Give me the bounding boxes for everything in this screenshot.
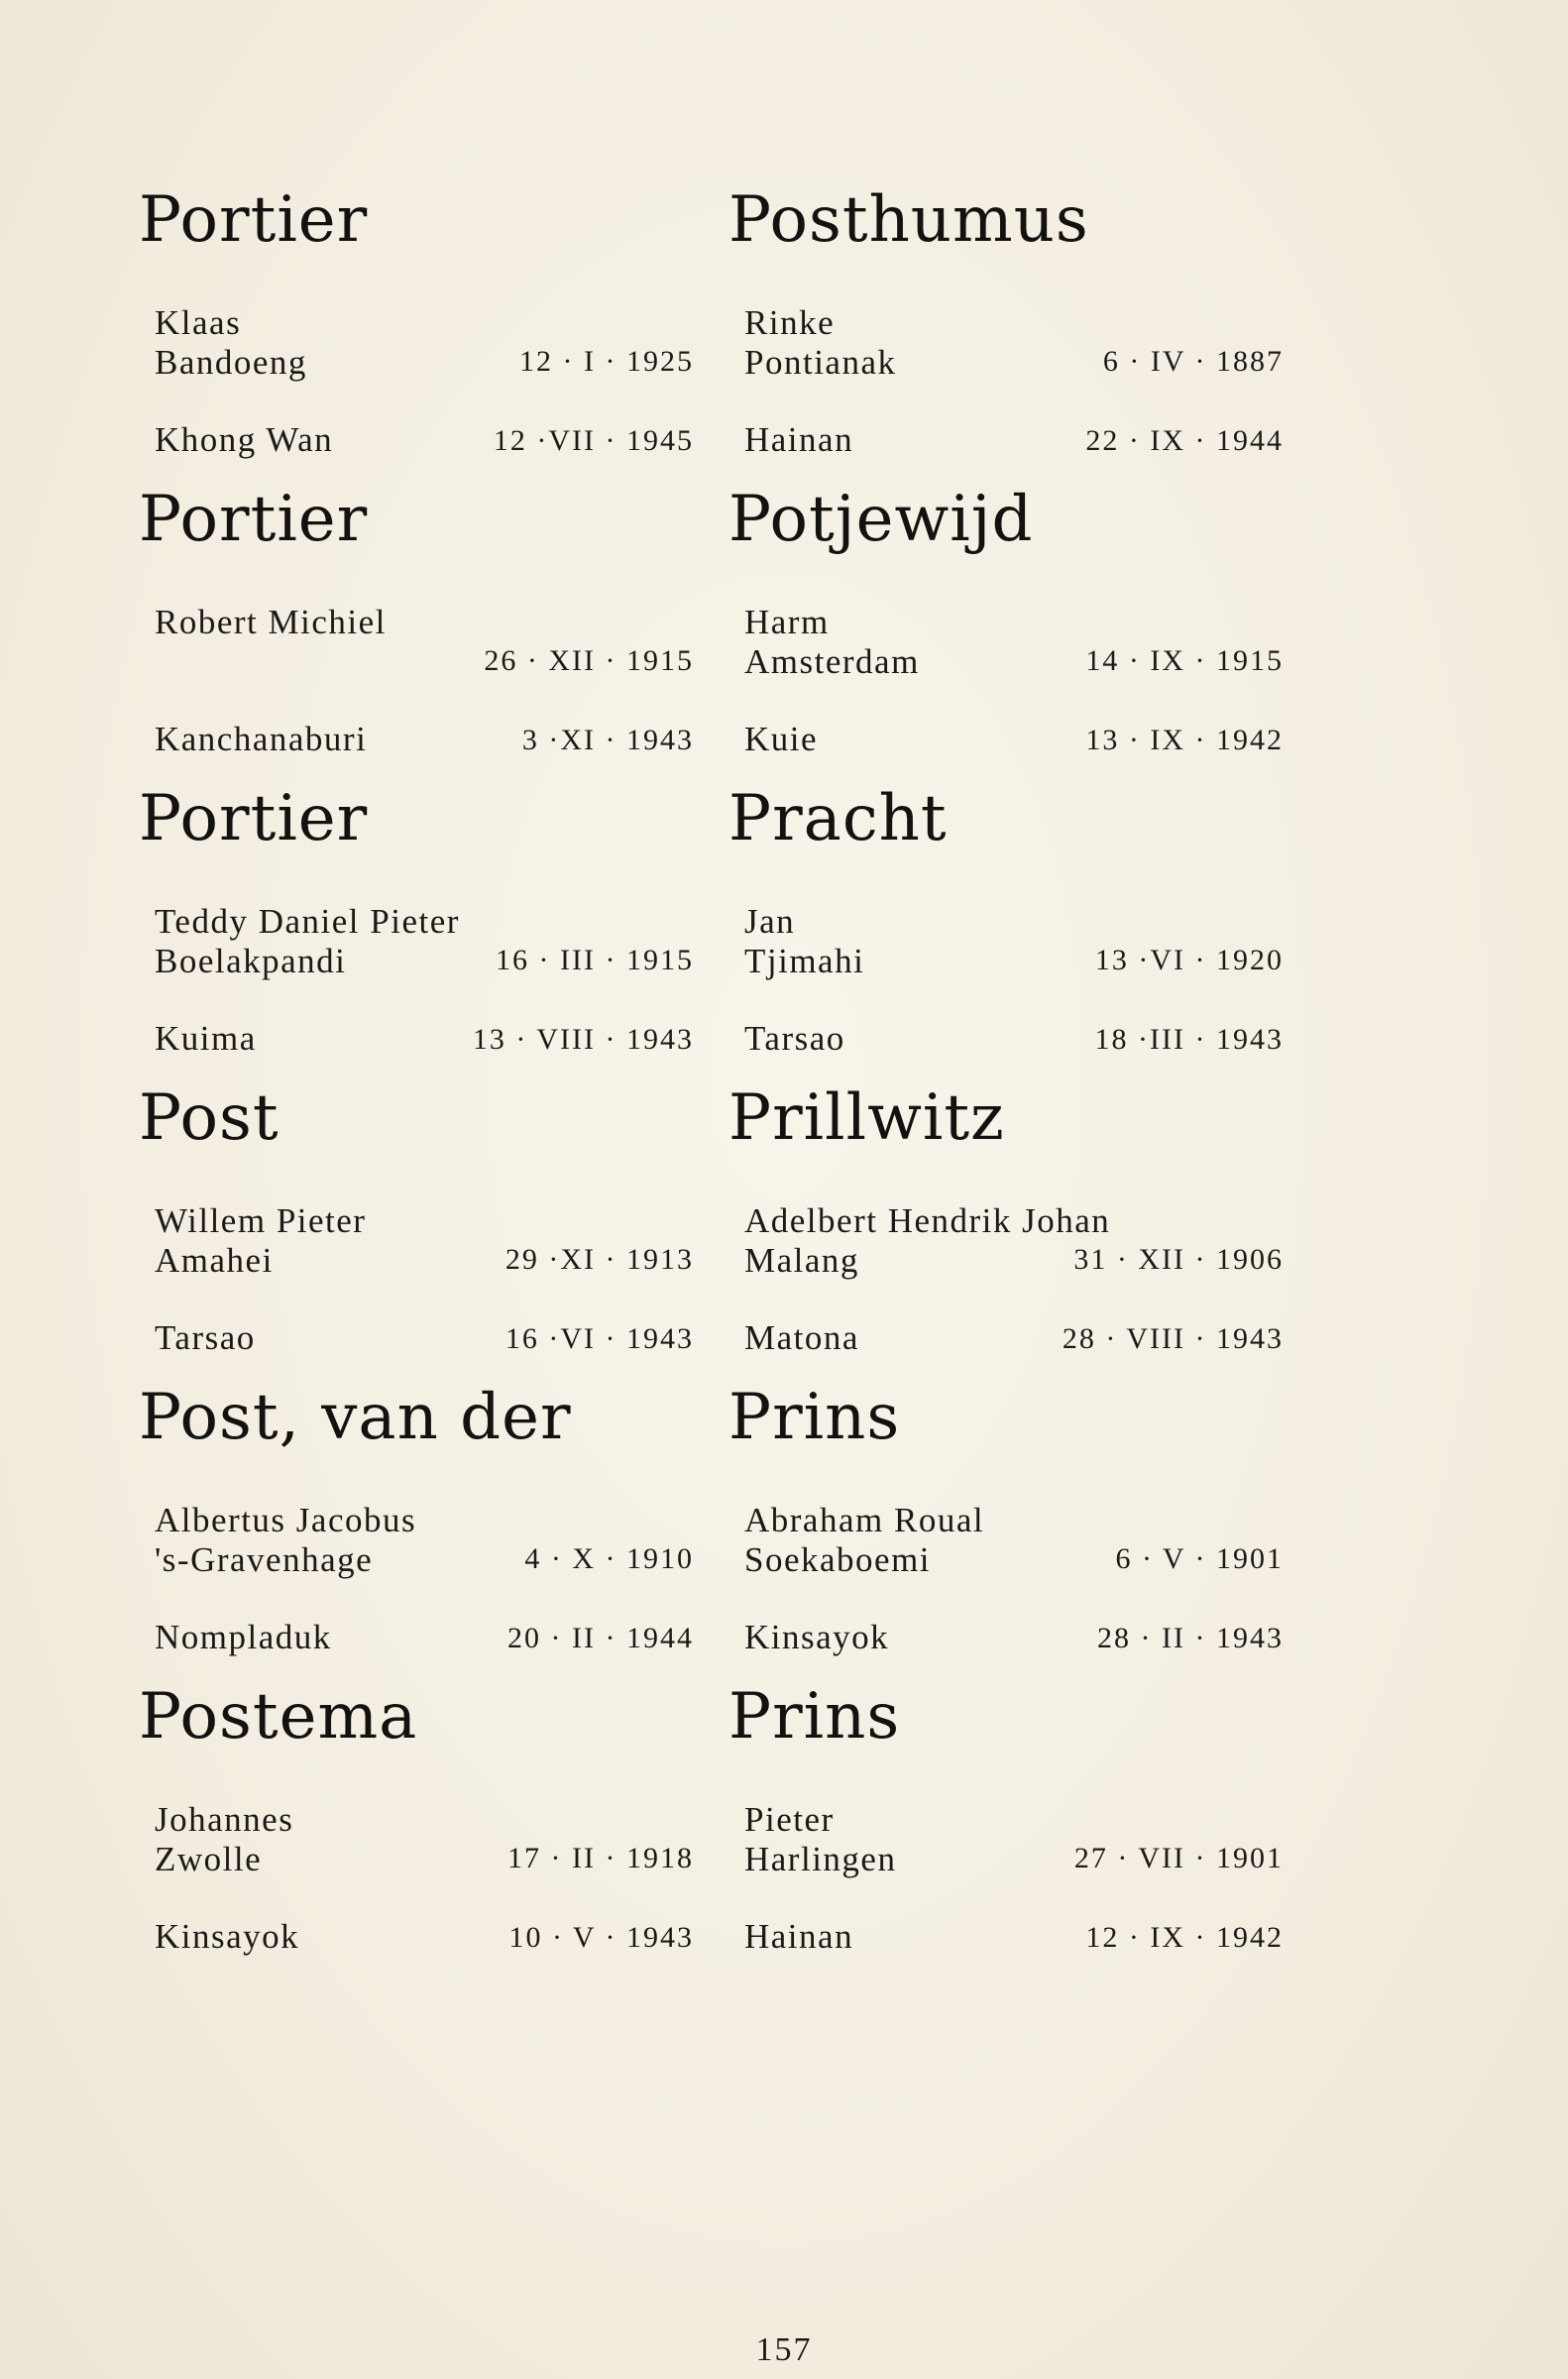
death-place: Khong Wan [155, 420, 334, 459]
given-names: Rinke [744, 303, 836, 342]
record-entry [728, 1680, 1284, 1984]
record-entry [139, 483, 694, 787]
death-place: Kanchanaburi [155, 720, 368, 758]
birth-place: Pontianak [744, 343, 897, 382]
given-names: Johannes [155, 1800, 294, 1839]
birth-place: Boelakpandi [155, 942, 347, 980]
record-entry [728, 1381, 1284, 1685]
birth-place: Bandoeng [155, 343, 307, 382]
birth-date: 4 · X · 1910 [524, 1542, 694, 1575]
surname-heading: Portier [139, 782, 369, 855]
birth-place: Zwolle [155, 1840, 263, 1878]
birth-date: 31 · XII · 1906 [1073, 1243, 1284, 1276]
death-date: 12 · IX · 1942 [1085, 1921, 1284, 1954]
surname-heading: Post [139, 1081, 280, 1155]
death-date: 28 · VIII · 1943 [1062, 1322, 1284, 1355]
death-place: Kuie [744, 720, 819, 758]
given-names: Adelbert Hendrik Johan [744, 1201, 1111, 1240]
birth-place: Malang [744, 1241, 859, 1280]
birth-place: 's-Gravenhage [155, 1540, 374, 1579]
record-entry [139, 1680, 694, 1984]
birth-date: 12 · I · 1925 [519, 345, 694, 378]
birth-date: 29 ·XI · 1913 [504, 1243, 694, 1276]
death-place: Kinsayok [744, 1618, 890, 1656]
left-column [139, 183, 694, 1984]
death-date: 13 · VIII · 1943 [472, 1023, 694, 1056]
death-place: Tarsao [744, 1019, 845, 1058]
surname-heading: Prins [728, 1680, 901, 1754]
given-names: Albertus Jacobus [155, 1501, 417, 1539]
record-entry [728, 483, 1284, 787]
record-entry [728, 1081, 1284, 1386]
death-date: 28 · II · 1943 [1097, 1622, 1284, 1654]
record-entry [139, 1081, 694, 1386]
death-date: 20 · II · 1944 [507, 1622, 694, 1654]
death-place: Nompladuk [155, 1618, 332, 1656]
death-place: Matona [744, 1318, 859, 1357]
death-place: Hainan [744, 1917, 854, 1956]
death-date: 18 ·III · 1943 [1094, 1023, 1284, 1056]
death-date: 13 · IX · 1942 [1085, 724, 1284, 756]
given-names: Robert Michiel [155, 603, 387, 641]
death-date: 22 · IX · 1944 [1085, 424, 1284, 457]
given-names: Harm [744, 603, 830, 641]
birth-date: 16 · III · 1915 [496, 944, 694, 976]
given-names: Willem Pieter [155, 1201, 367, 1240]
birth-date: 26 · XII · 1915 [484, 644, 694, 677]
birth-date: 6 · V · 1901 [1115, 1542, 1284, 1575]
death-place: Tarsao [155, 1318, 256, 1357]
surname-heading: Pracht [728, 782, 948, 855]
page-number: 157 [755, 2331, 813, 2368]
death-date: 3 ·XI · 1943 [521, 724, 694, 756]
record-entry [139, 183, 694, 488]
surname-heading: Prins [728, 1381, 901, 1454]
death-date: 12 ·VII · 1945 [493, 424, 694, 457]
surname-heading: Portier [139, 483, 369, 556]
death-place: Hainan [744, 420, 854, 459]
record-entry [139, 1381, 694, 1685]
birth-place: Amsterdam [744, 642, 920, 681]
surname-heading: Prillwitz [728, 1081, 1005, 1155]
birth-place: Soekaboemi [744, 1540, 932, 1579]
birth-date: 6 · IV · 1887 [1102, 345, 1284, 378]
birth-date: 13 ·VI · 1920 [1094, 944, 1284, 976]
death-place: Kuima [155, 1019, 257, 1058]
birth-date: 14 · IX · 1915 [1085, 644, 1284, 677]
record-entry [728, 183, 1284, 488]
surname-heading: Portier [139, 183, 369, 257]
given-names: Teddy Daniel Pieter [155, 902, 460, 941]
surname-heading: Postema [139, 1680, 418, 1754]
given-names: Abraham Roual [744, 1501, 985, 1539]
death-date: 10 · V · 1943 [508, 1921, 694, 1954]
birth-place: Harlingen [744, 1840, 897, 1878]
death-place: Kinsayok [155, 1917, 300, 1956]
birth-place: Amahei [155, 1241, 274, 1280]
surname-heading: Post, van der [139, 1381, 572, 1454]
death-date: 16 ·VI · 1943 [504, 1322, 694, 1355]
given-names: Pieter [744, 1800, 835, 1839]
right-column [728, 183, 1284, 1984]
birth-date: 27 · VII · 1901 [1073, 1842, 1284, 1874]
given-names: Klaas [155, 303, 242, 342]
surname-heading: Potjewijd [728, 483, 1034, 556]
given-names: Jan [744, 902, 796, 941]
birth-date: 17 · II · 1918 [507, 1842, 694, 1874]
surname-heading: Posthumus [728, 183, 1089, 257]
record-entry [139, 782, 694, 1086]
birth-place: Tjimahi [744, 942, 865, 980]
record-entry [728, 782, 1284, 1086]
